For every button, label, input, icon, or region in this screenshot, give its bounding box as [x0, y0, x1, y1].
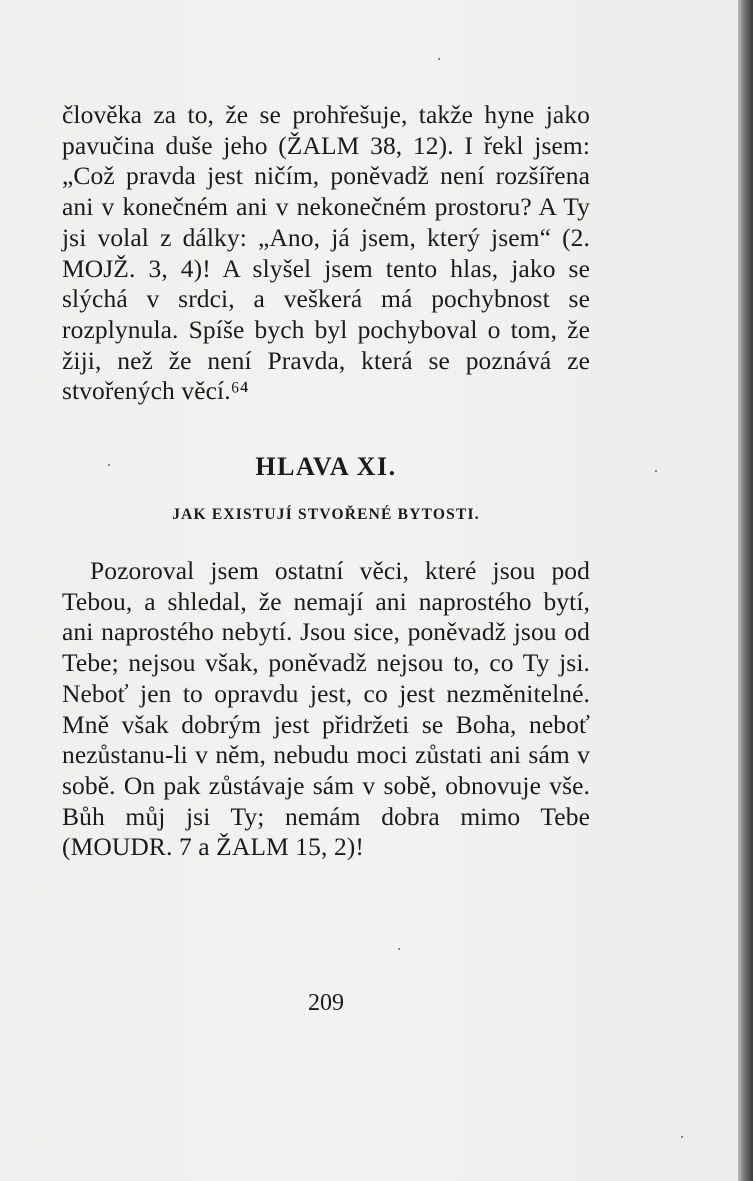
chapter-subtitle: JAK EXISTUJÍ STVOŘENÉ BYTOSTI. — [172, 506, 480, 523]
paragraph-2: Pozoroval jsem ostatní věci, které jsou pod Tebou, a shledal, že nemají ani naprostého bytí, ani naprostého nebytí. Jsou sice, poněvadž jsou od Tebe; nejsou však, poněvadž nejsou to, co Ty jsi. Neboť jen to opravdu jest, co jest nezměnitelné. Mně však dobrým jest přidržeti se Boha, neboť nezůstanu-li v něm, nebudu moci zůstati ani sám v sobě. On pak zůstávaje sám v sobě, obnovuje vše. Bůh můj jsi Ty; nemám dobra mimo Tebe (MOUDR. 7 a ŽALM 15, 2)! — [62, 556, 590, 862]
paragraph-1: člověka za to, že se prohřešuje, takže hyne jako pavučina duše jeho (ŽALM 38, 12). I řekl jsem: „Což pravda jest ničím, poněvadž není rozšířena ani v konečném ani v nekonečném prostoru? A Ty jsi volal z dálky: „Ano, já jsem, který jsem“ (2. MOJŽ. 3, 4)! A slyšel jsem tento hlas, jako se slýchá v srdci, a veškerá má pochybnost se rozplynula. Spíše bych byl pochyboval o tom, že žiji, než že není Pravda, která se poznává ze stvořených věcí.⁶⁴ — [62, 100, 590, 406]
paper-speck — [681, 1136, 683, 1138]
book-spine-edge — [738, 0, 753, 1181]
page-number: 209 — [308, 990, 344, 1016]
paper-speck — [398, 948, 400, 950]
paper-speck — [108, 464, 110, 466]
chapter-title: HLAVA XI. — [255, 452, 397, 481]
paper-speck — [655, 470, 657, 472]
paper-speck — [438, 58, 440, 60]
